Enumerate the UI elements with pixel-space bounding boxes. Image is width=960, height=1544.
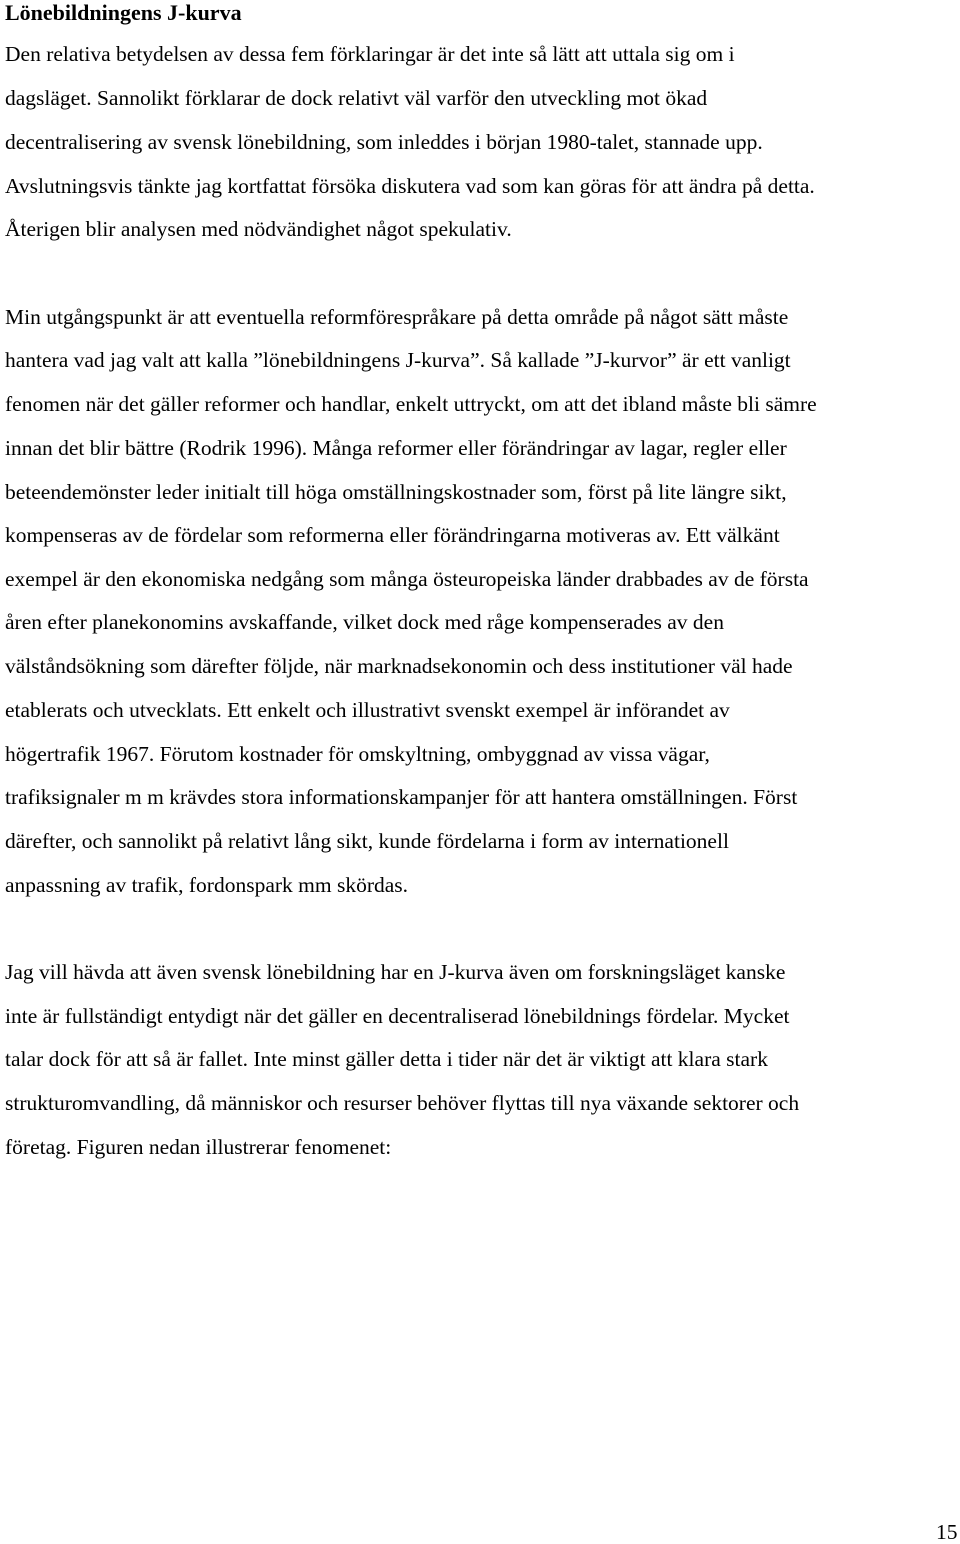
paragraph-line: Återigen blir analysen med nödvändighet något spekulativ. <box>5 217 512 241</box>
paragraph-line: välståndsökning som därefter följde, när marknadsekonomin och dess institutioner väl hade <box>5 654 793 678</box>
paragraph-line: fenomen när det gäller reformer och handlar, enkelt uttryckt, om att det ibland måste bli sämre <box>5 392 817 416</box>
section-heading: Lönebildningens J-kurva <box>5 0 242 25</box>
paragraph-line: Min utgångspunkt är att eventuella reformförespråkare på detta område på något sätt måste <box>5 305 789 329</box>
paragraph-line: etablerats och utvecklats. Ett enkelt och illustrativt svenskt exempel är införandet av <box>5 698 730 722</box>
paragraph-line: Jag vill hävda att även svensk lönebildning har en J-kurva även om forskningsläget kanske <box>5 960 786 984</box>
paragraph-line: Avslutningsvis tänkte jag kortfattat försöka diskutera vad som kan göras för att ändra på detta. <box>5 174 815 198</box>
paragraph-line: talar dock för att så är fallet. Inte minst gäller detta i tider när det är viktigt att klara stark <box>5 1047 768 1071</box>
paragraph-line: exempel är den ekonomiska nedgång som många östeuropeiska länder drabbades av de första <box>5 567 809 591</box>
paragraph-line: Den relativa betydelsen av dessa fem förklaringar är det inte så lätt att uttala sig om i <box>5 42 735 66</box>
paragraph-line: kompenseras av de fördelar som reformerna eller förändringarna motiveras av. Ett välkänt <box>5 523 780 547</box>
paragraph-line: åren efter planekonomins avskaffande, vilket dock med råge kompenserades av den <box>5 610 724 634</box>
page-number: 15 <box>936 1520 958 1544</box>
paragraph-line: strukturomvandling, då människor och resurser behöver flyttas till nya växande sektorer och <box>5 1091 800 1115</box>
paragraph-line: innan det blir bättre (Rodrik 1996). Många reformer eller förändringar av lagar, regler eller <box>5 436 787 460</box>
paragraph-line: därefter, och sannolikt på relativt lång sikt, kunde fördelarna i form av internationell <box>5 829 729 853</box>
paragraph-line: trafiksignaler m m krävdes stora informationskampanjer för att hantera omställningen. Först <box>5 785 798 809</box>
paragraph-line: inte är fullständigt entydigt när det gäller en decentraliserad lönebildnings fördelar. Mycket <box>5 1004 790 1028</box>
paragraph-line: högertrafik 1967. Förutom kostnader för omskyltning, ombyggnad av vissa vägar, <box>5 742 710 766</box>
paragraph-line: beteendemönster leder initialt till höga omställningskostnader som, först på lite längre sikt, <box>5 480 787 504</box>
paragraph-line: dagsläget. Sannolikt förklarar de dock relativt väl varför den utveckling mot ökad <box>5 86 708 110</box>
paragraph-line: anpassning av trafik, fordonspark mm skördas. <box>5 873 409 897</box>
paragraph-line: företag. Figuren nedan illustrerar fenomenet: <box>5 1135 392 1159</box>
paragraph-line: decentralisering av svensk lönebildning, som inleddes i början 1980-talet, stannade upp. <box>5 130 763 154</box>
paragraph-line: hantera vad jag valt att kalla ”lönebildningens J-kurva”. Så kallade ”J-kurvor” är ett vanligt <box>5 348 791 372</box>
